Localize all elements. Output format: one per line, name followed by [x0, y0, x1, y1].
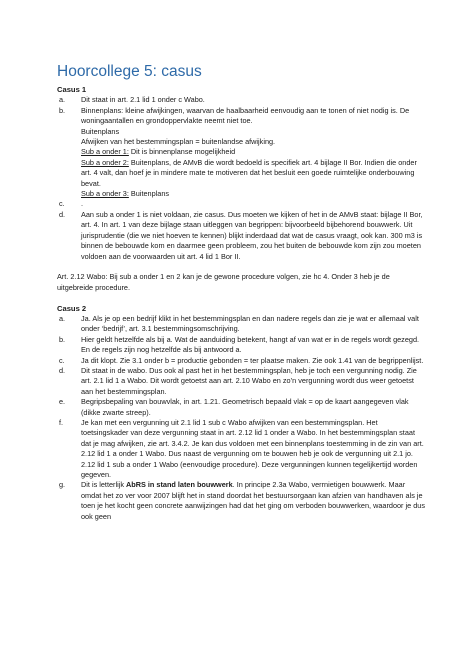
list-marker: c.: [59, 199, 65, 209]
list-item-text: Je kan met een vergunning uit 2.1 lid 1 sub c Wabo afwijken van een bestemmingsplan. Het toetsingskader van deze vergunning staat in art. 2.12 lid 1 onder a Wabo. In het bestemmingsplan staat dat je mag afwijken, zie art. 3.4.2. Je kan dus voldoen met een binnenplans toestemming in de zin van art. 2.12 lid 1 a onder 1 Wabo. Dus naast de vergunning om te bouwen heb je ook de vergunning uit 2.1 jo. 2.12 lid 1 sub a onder 1 Wabo (eenvoudige procedure). Deze vergunningen kunnen tegelijkertijd worden gegeven.: [81, 417, 424, 479]
list-item-text: Afwijken van het bestemmingsplan = buitenlandse afwijking.: [81, 137, 276, 147]
list-item: [57, 199, 426, 209]
list-item-text: [81, 158, 426, 189]
underlined-label: Sub a onder 1:: [81, 147, 129, 157]
list-marker: b.: [59, 105, 66, 115]
list-marker: g.: [59, 480, 66, 490]
list-item-text: Binnenplans: kleine afwijkingen, waarvan de haalbaarheid eenvoudig aan te tonen of niet nodig is. De woningaantallen en grondoppervlakte neemt niet toe.: [81, 105, 410, 126]
list-item-text: .: [81, 199, 84, 209]
casus-2-list: [57, 314, 426, 522]
list-item: [57, 95, 426, 105]
list-item-text: [81, 189, 426, 199]
list-item-text: Dit staat in de wabo. Dus ook al past het in het bestemmingsplan, heb je toch een vergunning nodig. Zie art. 2.1 lid 1 a Wabo. Dit wordt getoetst aan art. 2.10 Wabo en zo’n vergunning wordt dus weer getoetst aan het bestemmingsplan.: [81, 365, 417, 396]
list-item: [57, 106, 426, 200]
list-item: [57, 418, 426, 480]
inline-text: Dit is binnenplanse mogelijkheid: [128, 147, 236, 157]
list-item: [57, 210, 426, 262]
inline-text: . In principe 2.3a Wabo, verrnietigen bouwwerk. Maar omdat het zo ver voor 2007 blijft het in stand doordat het bestuursorgaan kan afzien van handhaven als je toen je het kocht geen concrete aanwijzingen had dat het ging om verboden bouwwerken, waardoor je dus ook geen: [81, 480, 425, 521]
underlined-label: Sub a onder 2:: [81, 157, 129, 167]
list-item-text: Aan sub a onder 1 is niet voldaan, zie casus. Dus moeten we kijken of het in de AMvB staat: bijlage II Bor, art. 4. In art. 1 van deze bijlage staan uitleggen van begrippen: bijvoorbeeld bijbehorend bouwwerk. Uit jurisprudentie (die we niet hoeven te kennen) blijkt inderdaad dat wat de casus vraagt, ook kan. 300 m3 is binnen de bebouwde kom en daarmee geen probleem, zou het buiten de bebouwde kom zijn zou moeten voldoen aan de voorwaarden uit art. 4 lid 1 Bor II.: [81, 209, 423, 261]
spacer: [57, 293, 426, 303]
paragraph: Art. 2.12 Wabo: Bij sub a onder 1 en 2 kan je de gewone procedure volgen, zie hc 4. Onder 3 heb je de uitgebreide procedure.: [57, 272, 390, 292]
list-marker: a.: [59, 95, 66, 105]
list-item-text: [81, 147, 426, 157]
list-item-text: Ja dit klopt. Zie 3.1 onder b = productie gebonden = ter plaatse maken. Zie ook 1.41 van de begrippenlijst.: [81, 355, 424, 365]
list-marker: d.: [59, 209, 66, 219]
casus-1-list: [57, 95, 426, 262]
casus-2-heading: Casus 2: [57, 303, 87, 313]
list-item: [57, 356, 426, 366]
spacer: [57, 262, 426, 272]
list-item-text: Hier geldt hetzelfde als bij a. Wat de aanduiding betekent, hangt af van wat er in de regels wordt gezegd. En de regels zijn nog hetzelfde als bij antwoord a.: [81, 334, 420, 355]
underlined-label: Sub a onder 3:: [81, 189, 129, 199]
list-marker: a.: [59, 313, 66, 323]
list-marker: d.: [59, 365, 66, 375]
list-item-text: Dit staat in art. 2.1 lid 1 onder c Wabo.: [81, 95, 205, 105]
inline-text: Dit is letterlijk: [81, 480, 127, 490]
list-item-text: Buitenplans: [81, 126, 120, 136]
bold-text: AbRS in stand laten bouwwerk: [126, 480, 233, 490]
list-item: [57, 480, 426, 522]
list-item: [57, 397, 426, 418]
list-marker: f.: [59, 417, 64, 427]
list-item: [57, 366, 426, 397]
list-item: [57, 314, 426, 335]
list-item-text: Ja. Als je op een bedrijf klikt in het bestemmingsplan en dan nadere regels dan zie je wat er allemaal valt onder ‘bedrijf’, art. 3.1 bestemmingsomschrijving.: [81, 313, 419, 334]
list-marker: c.: [59, 355, 65, 365]
list-item-text: Begripsbepaling van bouwvlak, in art. 1.21. Geometrisch bepaald vlak = op de kaart aangegeven vlak (dikke zwarte streep).: [81, 397, 409, 417]
inline-text: Buitenplans, de AMvB die wordt bedoeld is specifiek art. 4 bijlage II Bor. Indien die onder art. 4 valt, dan hoef je in mindere mate te motiveren dat het besluit een goede ruimtelijke onderbouwing bevat.: [81, 157, 417, 188]
page-title: Hoorcollege 5: casus: [57, 63, 202, 80]
casus-1-heading: Casus 1: [57, 85, 87, 94]
list-marker: b.: [59, 334, 66, 344]
inline-text: Buitenplans: [128, 189, 170, 199]
list-item-text: [81, 480, 426, 522]
list-item: [57, 335, 426, 356]
list-marker: e.: [59, 397, 66, 407]
